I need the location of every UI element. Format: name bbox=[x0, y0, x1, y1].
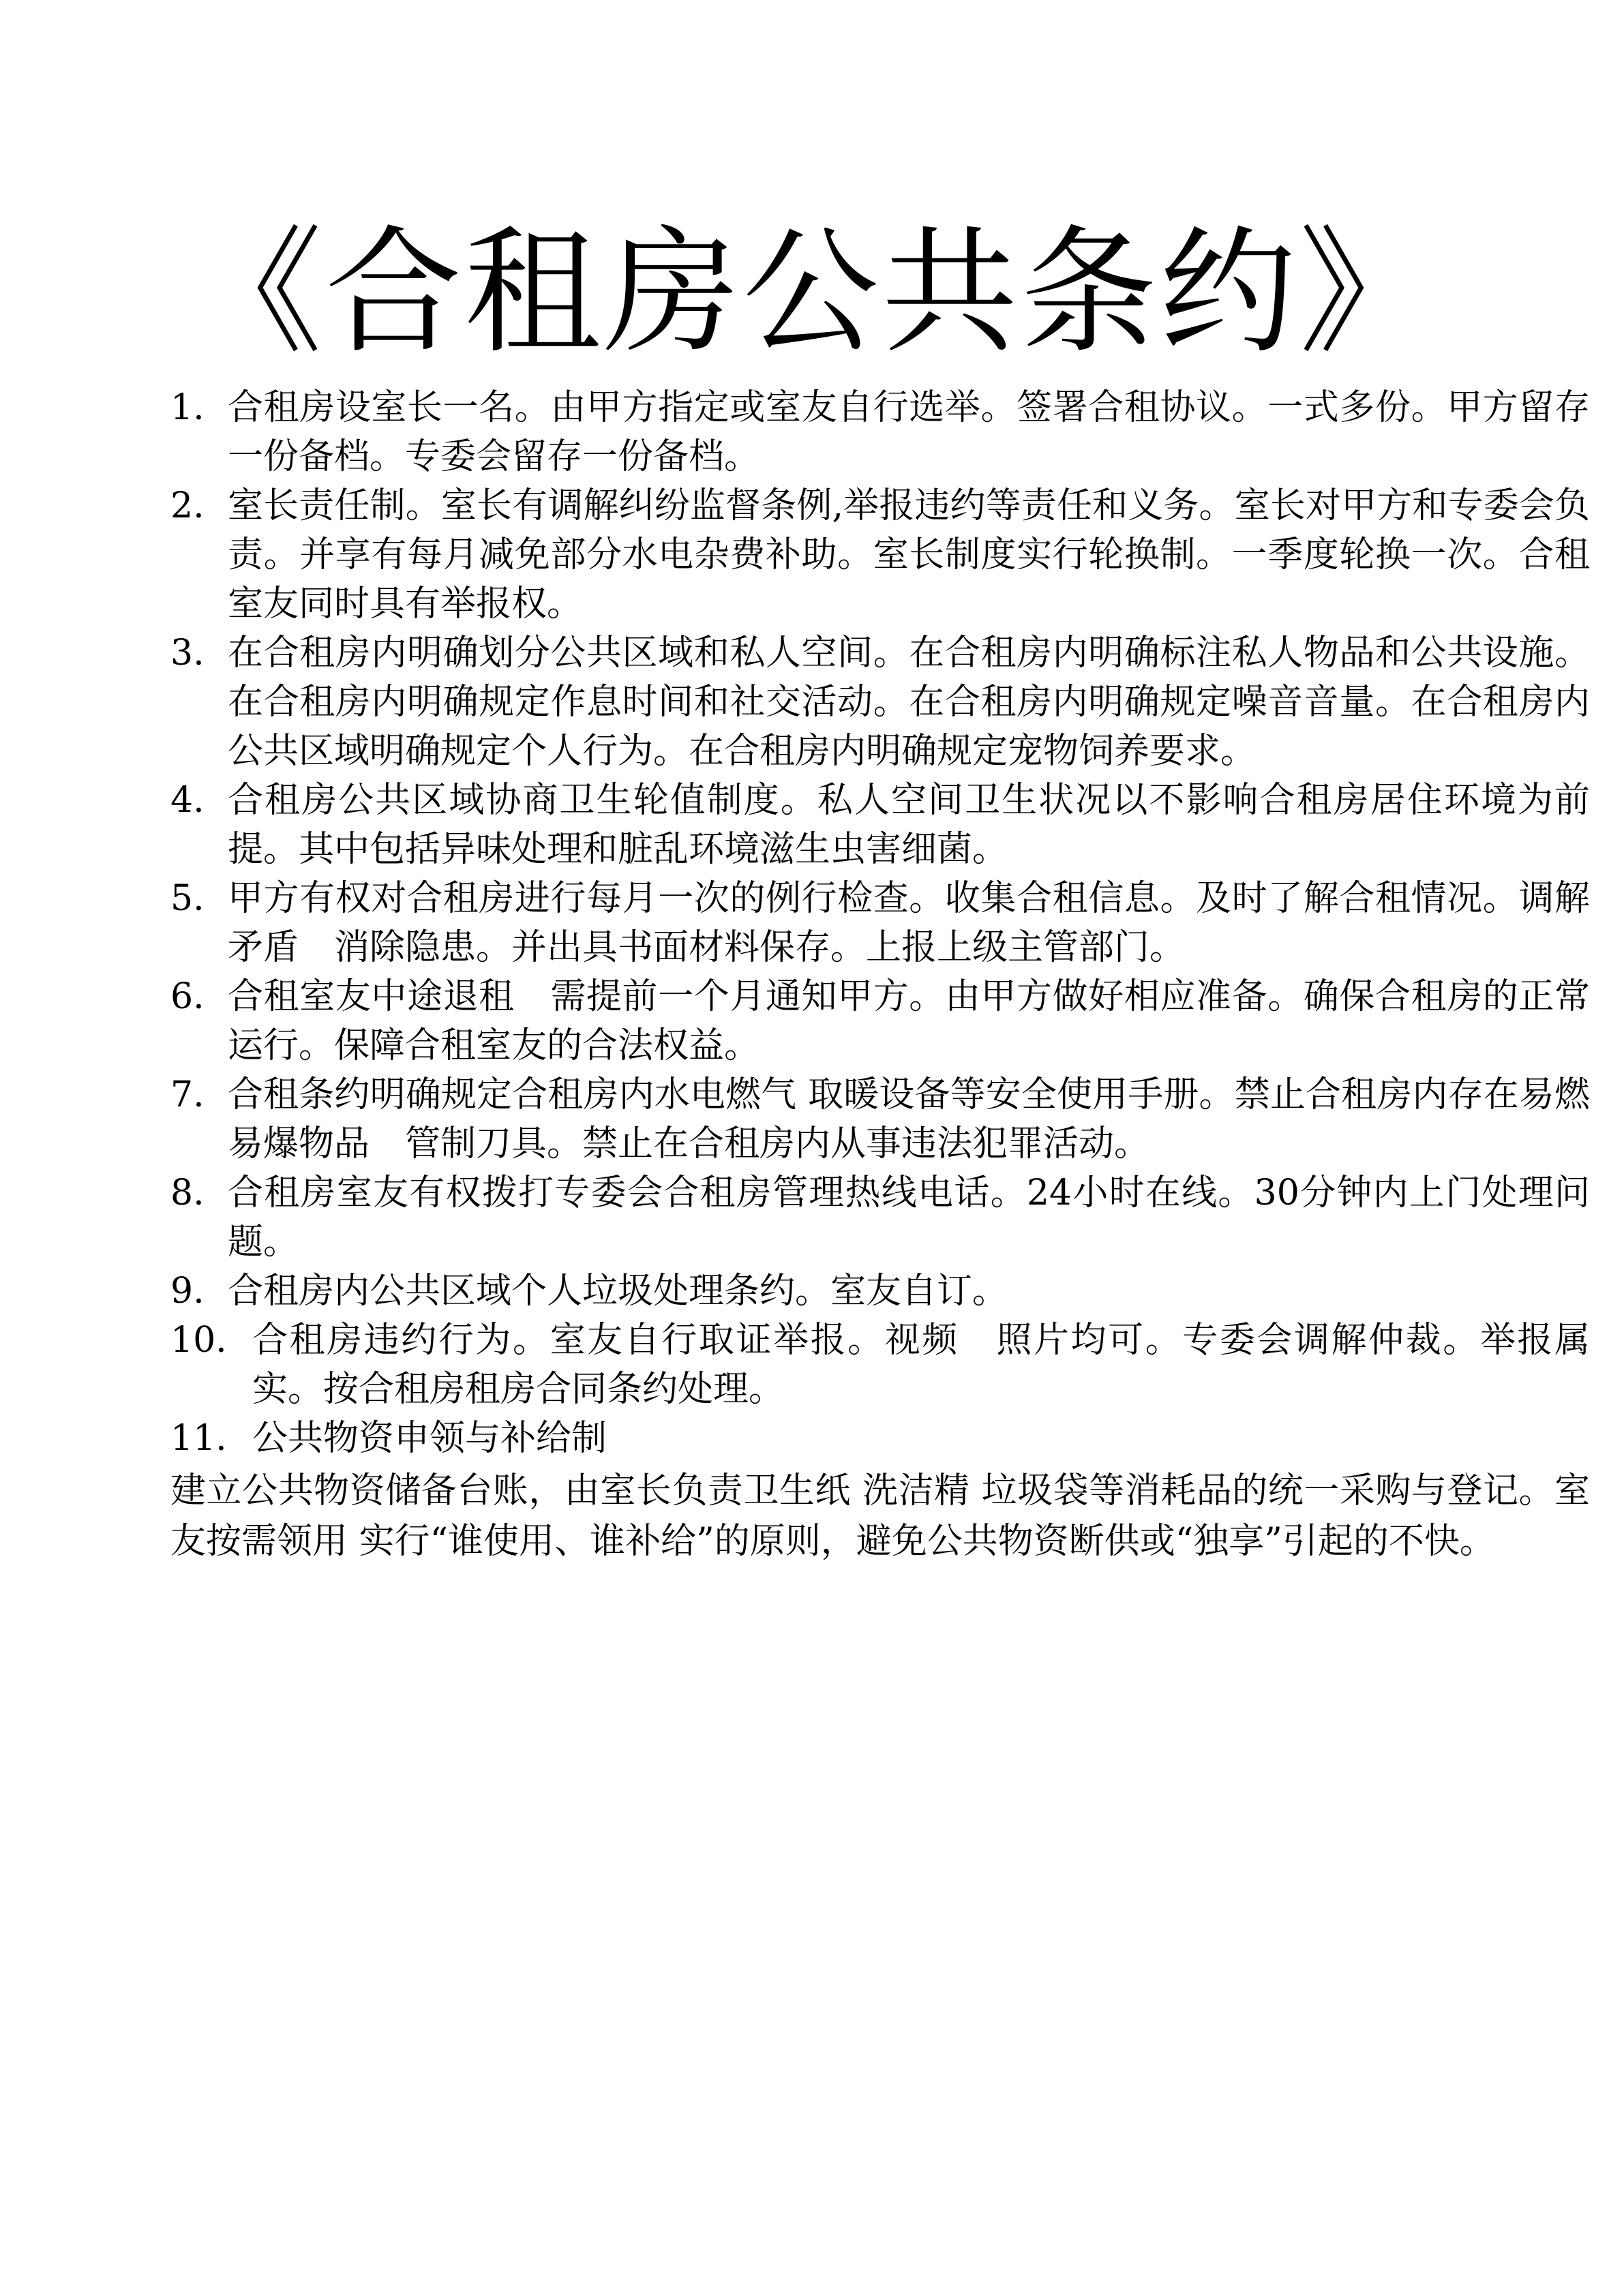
clause-item bbox=[170, 972, 1590, 1070]
clause-number: 9. bbox=[170, 1271, 205, 1312]
clause-number: 7. bbox=[170, 1074, 205, 1115]
clause-number: 8. bbox=[170, 1173, 205, 1213]
document-title: 《合租房公共条约》 bbox=[185, 213, 1438, 372]
clause-item bbox=[170, 383, 1590, 481]
clause-text: 合租房公共区域协商卫生轮值制度。私人空间卫生状况以不影响合租房居住环境为前提。其中包括异味处理和脏乱环境滋生虫害细菌。 bbox=[228, 780, 1590, 870]
clause-item bbox=[170, 481, 1590, 629]
clause-number: 5. bbox=[170, 878, 205, 919]
clause-item bbox=[170, 874, 1590, 972]
clause-text: 合租房设室长一名。由甲方指定或室友自行选举。签署合租协议。一式多份。甲方留存一份备档。专委会留存一份备档。 bbox=[228, 387, 1590, 477]
clause-text: 合租房室友有权拨打专委会合租房管理热线电话。24小时在线。30分钟内上门处理问题。 bbox=[228, 1173, 1590, 1263]
clause-text: 合租房违约行为。室友自行取证举报。视频 照片均可。专委会调解仲裁。举报属实。按合租房租房合同条约处理。 bbox=[252, 1320, 1590, 1410]
clause-number: 6. bbox=[170, 976, 205, 1017]
clause-text: 合租室友中途退租 需提前一个月通知甲方。由甲方做好相应准备。确保合租房的正常运行。保障合租室友的合法权益。 bbox=[228, 976, 1590, 1066]
clause-text: 合租条约明确规定合租房内水电燃气 取暖设备等安全使用手册。禁止合租房内存在易燃易爆物品 管制刀具。禁止在合租房内从事违法犯罪活动。 bbox=[228, 1074, 1590, 1164]
clause-number: 2. bbox=[170, 485, 205, 526]
clause-number: 10. bbox=[170, 1320, 227, 1361]
clause-number: 11. bbox=[170, 1418, 227, 1459]
clause-text: 公共物资申领与补给制 bbox=[252, 1418, 607, 1459]
clause-text: 室长责任制。室长有调解纠纷监督条例,举报违约等责任和义务。室长对甲方和专委会负责。并享有每月减免部分水电杂费补助。室长制度实行轮换制。一季度轮换一次。合租室友同时具有举报权。 bbox=[228, 485, 1590, 624]
clause-text: 在合租房内明确划分公共区域和私人空间。在合租房内明确标注私人物品和公共设施。在合租房内明确规定作息时间和社交活动。在合租房内明确规定噪音音量。在合租房内公共区域明确规定个人行为。在合租房内明确规定宠物饲养要求。 bbox=[228, 633, 1590, 772]
clause-item bbox=[170, 1414, 1590, 1463]
clause-item bbox=[170, 1316, 1590, 1414]
clause-text: 合租房内公共区域个人垃圾处理条约。室友自订。 bbox=[228, 1271, 1008, 1312]
clause-item bbox=[170, 1267, 1590, 1316]
clause-number: 1. bbox=[170, 387, 205, 428]
clause-list bbox=[170, 383, 1590, 1463]
clause-text: 甲方有权对合租房进行每月一次的例行检查。收集合租信息。及时了解合租情况。调解矛盾 消除隐患。并出具书面材料保存。上报上级主管部门。 bbox=[228, 878, 1590, 968]
clause-number: 4. bbox=[170, 780, 205, 821]
closing-paragraph: 建立公共物资储备台账，由室长负责卫生纸 洗洁精 垃圾袋等消耗品的统一采购与登记。室友按需领用 实行“谁使用、谁补给”的原则，避免公共物资断供或“独享”引起的不快。 bbox=[170, 1470, 1590, 1562]
clause-number: 3. bbox=[170, 633, 205, 674]
clause-item bbox=[170, 1168, 1590, 1267]
clause-item bbox=[170, 629, 1590, 776]
clause-item bbox=[170, 1070, 1590, 1168]
clause-item bbox=[170, 776, 1590, 874]
